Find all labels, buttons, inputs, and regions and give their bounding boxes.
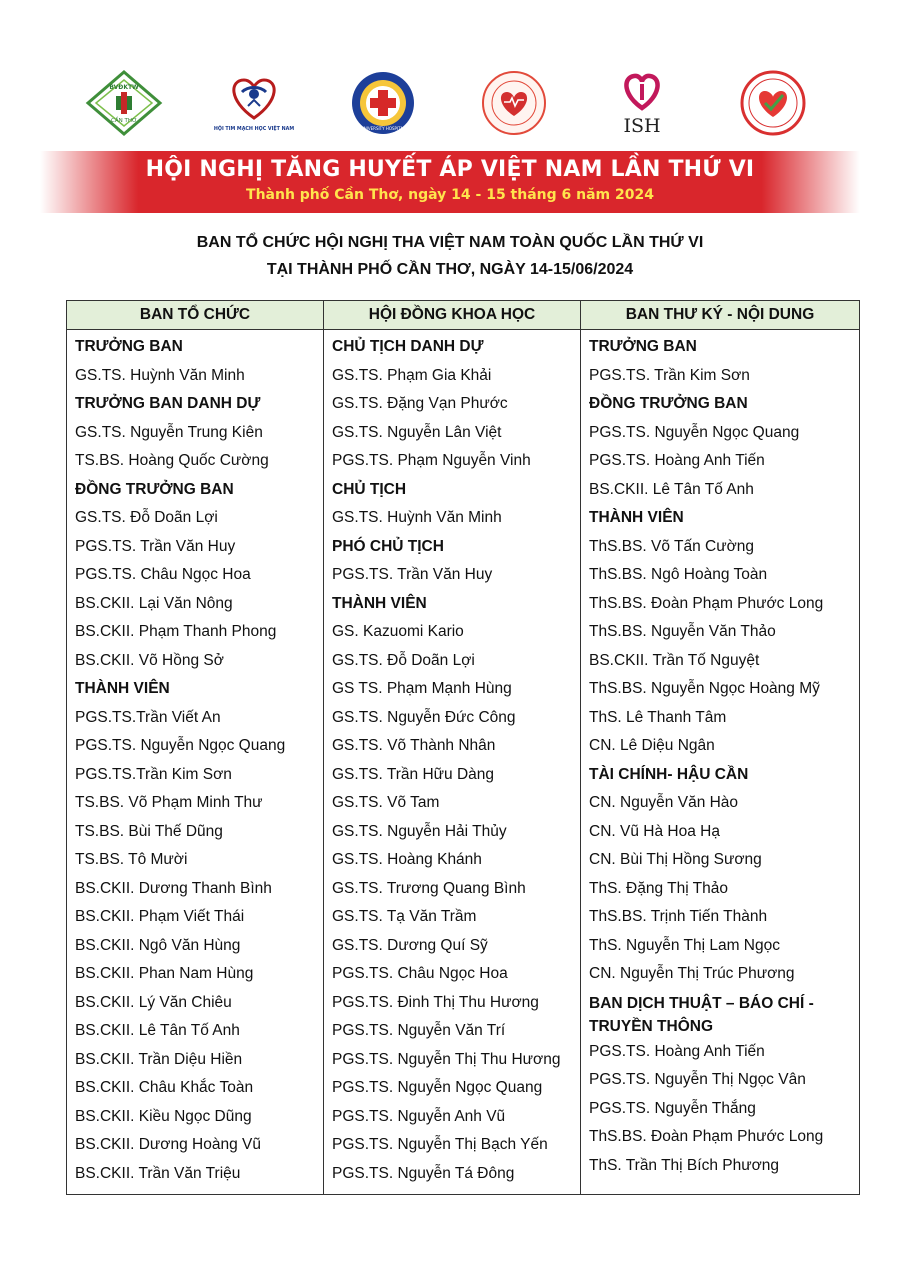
list-item: GS. Kazuomi Kario xyxy=(332,623,464,640)
list-item: PGS.TS. Trần Văn Huy xyxy=(75,537,236,555)
list-item: PGS.TS. Nguyễn Tá Đông xyxy=(332,1164,515,1182)
section-heading: BAN DỊCH THUẬT – BÁO CHÍ - TRUYỀN THÔNG xyxy=(589,994,814,1035)
svg-text:CẦN THƠ: CẦN THƠ xyxy=(111,118,137,124)
list-item: PGS.TS.Trần Viết An xyxy=(75,708,221,726)
list-item: BS.CKII. Phan Nam Hùng xyxy=(75,965,254,982)
ish-logo xyxy=(612,70,672,136)
document-heading-line1: BAN TỔ CHỨC HỘI NGHỊ THA VIỆT NAM TOÀN QUỐC LẦN THỨ VI xyxy=(196,234,704,251)
list-item: PGS.TS. Nguyễn Thắng xyxy=(589,1099,756,1117)
cardiology-association-logo xyxy=(738,70,808,136)
list-item: BS.CKII. Dương Thanh Bình xyxy=(75,879,272,897)
list-item: GS.TS. Trương Quang Bình xyxy=(332,879,526,897)
list-item: PGS.TS. Châu Ngọc Hoa xyxy=(332,965,508,982)
section-heading: CHỦ TỊCH xyxy=(332,480,407,498)
list-item: ThS. Nguyễn Thị Lam Ngọc xyxy=(589,936,780,954)
svg-text:ISH: ISH xyxy=(623,115,661,137)
list-item: PGS.TS.Trần Kim Sơn xyxy=(75,765,232,783)
section-heading: TRƯỞNG BAN xyxy=(589,338,697,355)
column-header-ban-thu-ky: BAN THƯ KÝ - NỘI DUNG xyxy=(581,301,860,330)
list-item: CN. Lê Diệu Ngân xyxy=(589,737,715,754)
list-item: ThS.BS. Đoàn Phạm Phước Long xyxy=(589,594,824,612)
list-item: PGS.TS. Nguyễn Ngọc Quang xyxy=(75,737,286,754)
list-item: BS.CKII. Lê Tân Tố Anh xyxy=(589,480,754,498)
list-item: GS.TS. Phạm Gia Khải xyxy=(332,366,492,384)
list-item: GS.TS. Tạ Văn Trầm xyxy=(332,908,477,925)
list-item: CN. Bùi Thị Hồng Sương xyxy=(589,851,762,868)
section-heading: ĐỒNG TRƯỞNG BAN xyxy=(589,395,748,412)
list-item: BS.CKII. Lê Tân Tố Anh xyxy=(75,1022,240,1039)
list-item: GS.TS. Hoàng Khánh xyxy=(332,851,482,868)
list-item: BS.CKII. Võ Hồng Sở xyxy=(75,651,224,669)
section-heading: PHÓ CHỦ TỊCH xyxy=(332,537,444,555)
conference-banner xyxy=(40,151,860,213)
list-item: PGS.TS. Nguyễn Thị Ngọc Vân xyxy=(589,1071,806,1088)
list-item: PGS.TS. Châu Ngọc Hoa xyxy=(75,566,251,583)
column-hoi-dong-khoa-hoc xyxy=(324,330,581,1195)
list-item: PGS.TS. Đinh Thị Thu Hương xyxy=(332,993,539,1011)
list-item: ThS.BS. Trịnh Tiến Thành xyxy=(589,908,768,925)
list-item: GS.TS. Trần Hữu Dàng xyxy=(332,765,494,783)
list-item: ThS.BS. Đoàn Phạm Phước Long xyxy=(589,1128,824,1145)
list-item: PGS.TS. Hoàng Anh Tiến xyxy=(589,452,765,469)
list-item: GS.TS. Huỳnh Văn Minh xyxy=(332,509,502,526)
list-item: BS.CKII. Ngô Văn Hùng xyxy=(75,936,241,954)
list-item: PGS.TS. Trần Văn Huy xyxy=(332,566,493,583)
column-header-hoi-dong-khoa-hoc: HỘI ĐỒNG KHOA HỌC xyxy=(324,301,581,330)
list-item: BS.CKII. Trần Văn Triệu xyxy=(75,1164,241,1182)
section-heading: THÀNH VIÊN xyxy=(75,680,170,697)
table-header-row xyxy=(67,301,860,330)
list-item: GS.TS. Nguyễn Trung Kiên xyxy=(75,423,263,441)
logo-row xyxy=(0,70,900,140)
list-item: ThS. Lê Thanh Tâm xyxy=(589,708,727,726)
column-ban-thu-ky xyxy=(581,330,860,1195)
list-item: ThS.BS. Nguyễn Ngọc Hoàng Mỹ xyxy=(589,680,820,697)
list-item: PGS.TS. Phạm Nguyễn Vinh xyxy=(332,452,531,469)
list-item: BS.CKII. Lý Văn Chiêu xyxy=(75,993,232,1011)
hoi-tim-mach-hoc-logo xyxy=(213,70,295,136)
section-heading: TRƯỞNG BAN DANH DỰ xyxy=(75,395,261,412)
banner-title: HỘI NGHỊ TĂNG HUYẾT ÁP VIỆT NAM LẦN THỨ VI xyxy=(145,157,755,182)
svg-text:HỘI TIM MẠCH HỌC VIỆT NAM: HỘI TIM MẠCH HỌC VIỆT NAM xyxy=(213,127,295,132)
list-item: ThS.BS. Võ Tấn Cường xyxy=(589,537,754,555)
table-body-row xyxy=(67,330,860,1195)
list-item: BS.CKII. Lại Văn Nông xyxy=(75,594,233,612)
section-heading: THÀNH VIÊN xyxy=(332,594,427,612)
list-item: TS.BS. Tô Mười xyxy=(75,851,188,868)
list-item: PGS.TS. Nguyễn Thị Thu Hương xyxy=(332,1050,561,1068)
list-item: BS.CKII. Châu Khắc Toàn xyxy=(75,1079,254,1096)
list-item: BS.CKII. Trần Diệu Hiền xyxy=(75,1050,243,1068)
list-item: CN. Nguyễn Văn Hào xyxy=(589,794,739,811)
list-item: PGS.TS. Nguyễn Văn Trí xyxy=(332,1022,506,1039)
list-item: BS.CKII. Kiều Ngọc Dũng xyxy=(75,1107,252,1125)
list-item: GS.TS. Dương Quí Sỹ xyxy=(332,936,488,954)
list-item: PGS.TS. Nguyễn Thị Bạch Yến xyxy=(332,1136,548,1153)
list-item: ThS.BS. Ngô Hoàng Toàn xyxy=(589,566,768,583)
section-heading: TRƯỞNG BAN xyxy=(75,338,183,355)
bvdktw-can-tho-logo xyxy=(86,70,162,136)
document-heading-line2: TẠI THÀNH PHỐ CẦN THƠ, NGÀY 14-15/06/2024 xyxy=(266,261,634,278)
list-item: PGS.TS. Nguyễn Anh Vũ xyxy=(332,1107,506,1125)
section-heading: THÀNH VIÊN xyxy=(589,509,684,526)
list-item: ThS. Trần Thị Bích Phương xyxy=(589,1156,779,1174)
organizing-committee-table xyxy=(66,300,860,1195)
section-heading: ĐỒNG TRƯỞNG BAN xyxy=(75,480,234,498)
svg-text:BVĐKTW: BVĐKTW xyxy=(109,84,139,91)
list-item: PGS.TS. Trần Kim Sơn xyxy=(589,366,750,384)
list-item: PGS.TS. Nguyễn Ngọc Quang xyxy=(589,423,800,441)
list-item: BS.CKII. Trần Tố Nguyệt xyxy=(589,651,760,669)
list-item: BS.CKII. Dương Hoàng Vũ xyxy=(75,1136,261,1153)
column-ban-to-chuc xyxy=(67,330,324,1195)
list-item: ThS.BS. Nguyễn Văn Thảo xyxy=(589,623,776,640)
list-item: TS.BS. Võ Phạm Minh Thư xyxy=(75,794,263,811)
list-item: GS.TS. Nguyễn Lân Việt xyxy=(332,423,502,441)
list-item: GS.TS. Đỗ Doãn Lợi xyxy=(75,509,218,526)
svg-text:UNIVERSITY HOSPITAL: UNIVERSITY HOSPITAL xyxy=(360,126,406,131)
list-item: TS.BS. Hoàng Quốc Cường xyxy=(75,452,269,469)
list-item: TS.BS. Bùi Thế Dũng xyxy=(75,822,223,840)
list-item: CN. Nguyễn Thị Trúc Phương xyxy=(589,965,795,982)
section-heading: TÀI CHÍNH- HẬU CẦN xyxy=(589,765,749,783)
list-item: GS.TS. Đỗ Doãn Lợi xyxy=(332,651,475,669)
list-item: GS TS. Phạm Mạnh Hùng xyxy=(332,680,512,697)
list-item: GS.TS. Nguyễn Hải Thủy xyxy=(332,822,507,840)
list-item: GS.TS. Võ Tam xyxy=(332,794,440,811)
banner-subtitle: Thành phố Cần Thơ, ngày 14 - 15 tháng 6 năm 2024 xyxy=(246,187,654,203)
list-item: GS.TS. Huỳnh Văn Minh xyxy=(75,366,245,384)
list-item: BS.CKII. Phạm Thanh Phong xyxy=(75,623,277,640)
vietnam-society-hypertension-logo xyxy=(478,70,550,136)
column-header-ban-to-chuc: BAN TỔ CHỨC xyxy=(67,301,324,330)
university-hospital-logo xyxy=(348,70,418,136)
list-item: GS.TS. Đặng Vạn Phước xyxy=(332,395,508,412)
list-item: GS.TS. Nguyễn Đức Công xyxy=(332,708,516,726)
list-item: GS.TS. Võ Thành Nhân xyxy=(332,737,496,754)
list-item: BS.CKII. Phạm Viết Thái xyxy=(75,908,245,925)
list-item: PGS.TS. Nguyễn Ngọc Quang xyxy=(332,1079,543,1096)
list-item: PGS.TS. Hoàng Anh Tiến xyxy=(589,1042,765,1060)
list-item: ThS. Đặng Thị Thảo xyxy=(589,879,729,897)
list-item: CN. Vũ Hà Hoa Hạ xyxy=(589,822,720,840)
section-heading: CHỦ TỊCH DANH DỰ xyxy=(332,338,484,355)
